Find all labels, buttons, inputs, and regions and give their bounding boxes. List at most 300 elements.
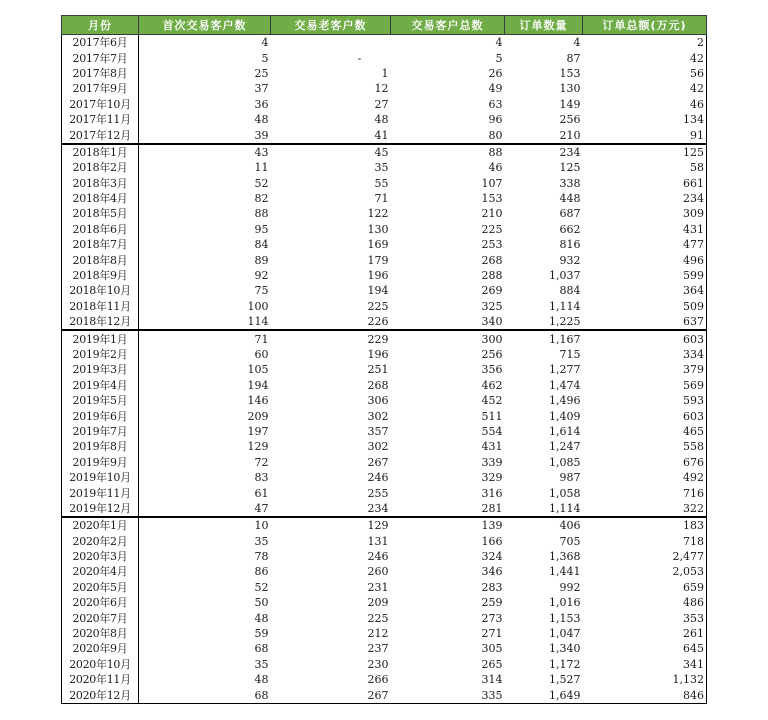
new-customers-cell: 75 <box>254 284 269 298</box>
order-amount-cell: 379 <box>583 362 707 377</box>
new-customers-cell: 48 <box>254 113 269 127</box>
table-row <box>62 206 707 221</box>
new-customers-cell: 48 <box>254 673 269 687</box>
new-customers-cell: 43 <box>139 144 271 160</box>
total-customers-cell: 259 <box>481 596 503 610</box>
order-count-cell: 1,614 <box>549 424 581 438</box>
order-count-cell: 1,172 <box>549 657 581 671</box>
month-cell: 2017年8月 <box>62 66 139 81</box>
order-count-cell: 1,114 <box>549 501 581 515</box>
new-customers-cell: 10 <box>139 517 271 533</box>
returning-customers-cell: 306 <box>367 394 389 408</box>
new-customers-cell: 68 <box>139 687 271 703</box>
order-count-cell: 1,474 <box>549 378 581 392</box>
order-amount-cell: 659 <box>583 580 707 595</box>
order-amount-cell: 322 <box>583 501 707 517</box>
order-count-cell: 210 <box>559 128 581 142</box>
returning-customers-cell: 194 <box>367 284 389 298</box>
new-customers-cell: 39 <box>254 128 269 142</box>
total-customers-cell: 268 <box>481 253 503 267</box>
month-cell: 2017年10月 <box>62 97 139 112</box>
total-customers-cell: 88 <box>391 144 505 160</box>
order-count-cell: 1,527 <box>549 673 581 687</box>
total-customers-cell: 288 <box>481 269 503 283</box>
new-customers-cell: 86 <box>254 565 269 579</box>
total-customers-cell: 316 <box>481 486 503 500</box>
new-customers-cell: 68 <box>254 642 269 656</box>
new-customers-cell: 129 <box>247 440 269 454</box>
table-row <box>62 35 707 51</box>
returning-customers-cell: 71 <box>374 192 389 206</box>
table-row <box>62 97 707 112</box>
table-row <box>62 283 707 298</box>
month-cell: 2020年10月 <box>62 657 139 672</box>
order-count-cell: 1,496 <box>549 394 581 408</box>
header-total-customers: 交易客户总数 <box>391 16 505 35</box>
new-customers-cell: 84 <box>254 238 269 252</box>
returning-customers-cell: 209 <box>367 596 389 610</box>
new-customers-cell: 209 <box>247 409 269 423</box>
month-cell: 2019年4月 <box>62 378 139 393</box>
order-amount-cell: 603 <box>583 408 707 423</box>
table-row <box>62 610 707 625</box>
table-row <box>62 595 707 610</box>
order-amount-cell: 599 <box>583 268 707 283</box>
order-count-cell: 448 <box>559 192 581 206</box>
total-customers-cell: 107 <box>481 176 503 190</box>
table-row <box>62 362 707 377</box>
month-cell: 2017年9月 <box>62 81 139 96</box>
order-count-cell: 1,441 <box>549 565 581 579</box>
order-count-cell: 1,037 <box>549 269 581 283</box>
returning-customers-cell: 225 <box>367 611 389 625</box>
returning-customers-cell: 302 <box>367 440 389 454</box>
table-row <box>62 347 707 362</box>
table-row <box>62 485 707 500</box>
month-cell: 2019年8月 <box>62 439 139 454</box>
month-cell: 2018年12月 <box>62 314 139 330</box>
returning-customers-cell: - <box>357 51 362 65</box>
month-cell: 2019年7月 <box>62 424 139 439</box>
month-cell: 2017年12月 <box>62 127 139 143</box>
new-customers-cell: 37 <box>254 82 269 96</box>
order-count-cell: 987 <box>559 471 581 485</box>
month-cell: 2018年2月 <box>62 160 139 175</box>
total-customers-cell: 554 <box>481 424 503 438</box>
order-count-cell: 1,167 <box>505 330 583 346</box>
month-cell: 2019年5月 <box>62 393 139 408</box>
returning-customers-cell: 196 <box>367 269 389 283</box>
table-row <box>62 549 707 564</box>
new-customers-cell: 11 <box>254 161 269 175</box>
returning-customers-cell: 35 <box>374 161 389 175</box>
returning-customers-cell: 268 <box>367 378 389 392</box>
total-customers-cell: 283 <box>481 580 503 594</box>
table-row <box>62 641 707 656</box>
returning-customers-cell: 225 <box>367 299 389 313</box>
month-cell: 2019年9月 <box>62 455 139 470</box>
returning-customers-cell: 229 <box>271 330 391 346</box>
returning-customers-cell: 357 <box>367 424 389 438</box>
order-count-cell: 1,368 <box>549 550 581 564</box>
table-row <box>62 112 707 127</box>
table-row <box>62 237 707 252</box>
table-row <box>62 534 707 549</box>
returning-customers-cell: 234 <box>367 501 389 515</box>
order-count-cell: 1,047 <box>549 627 581 641</box>
total-customers-cell: 139 <box>391 517 505 533</box>
new-customers-cell: 89 <box>254 253 269 267</box>
order-amount-cell: 134 <box>583 112 707 127</box>
month-cell: 2018年1月 <box>62 144 139 160</box>
returning-customers-cell: 41 <box>374 128 389 142</box>
new-customers-cell: 60 <box>254 348 269 361</box>
returning-customers-cell: 267 <box>271 687 391 703</box>
order-amount-cell: 42 <box>583 50 707 65</box>
total-customers-cell: 511 <box>481 409 503 423</box>
order-count-cell: 87 <box>566 51 581 65</box>
new-customers-cell: 88 <box>254 207 269 221</box>
month-cell: 2019年12月 <box>62 501 139 517</box>
total-customers-cell: 63 <box>488 97 503 111</box>
table-row <box>62 191 707 206</box>
new-customers-cell: 5 <box>261 51 269 65</box>
order-count-cell: 816 <box>559 238 581 252</box>
total-customers-cell: 26 <box>488 66 503 80</box>
returning-customers-cell: 267 <box>367 455 389 469</box>
new-customers-cell: 78 <box>254 550 269 564</box>
order-count-cell: 1,247 <box>549 440 581 454</box>
total-customers-cell: 256 <box>481 348 503 361</box>
order-amount-cell: 496 <box>583 252 707 267</box>
order-count-cell: 1,340 <box>549 642 581 656</box>
table-row <box>62 314 707 330</box>
total-customers-cell: 46 <box>488 161 503 175</box>
new-customers-cell: 72 <box>254 455 269 469</box>
table-row <box>62 252 707 267</box>
table-row <box>62 564 707 579</box>
order-count-cell: 1,225 <box>549 315 581 329</box>
returning-customers-cell: 255 <box>367 486 389 500</box>
order-count-cell: 125 <box>559 161 581 175</box>
table-row <box>62 393 707 408</box>
table-row <box>62 330 707 346</box>
new-customers-cell: 35 <box>254 534 269 548</box>
order-amount-cell: 486 <box>583 595 707 610</box>
order-amount-cell: 309 <box>583 206 707 221</box>
returning-customers-cell: 246 <box>367 550 389 564</box>
order-count-cell: 1,277 <box>549 363 581 377</box>
order-amount-cell: 341 <box>583 657 707 672</box>
table-row <box>62 66 707 81</box>
month-cell: 2018年4月 <box>62 191 139 206</box>
returning-customers-cell: 169 <box>367 238 389 252</box>
total-customers-cell: 269 <box>481 284 503 298</box>
order-amount-cell: 1,132 <box>583 672 707 687</box>
table-row <box>62 378 707 393</box>
order-amount-cell: 183 <box>583 517 707 533</box>
order-amount-cell: 477 <box>583 237 707 252</box>
order-count-cell: 1,153 <box>549 611 581 625</box>
order-count-cell: 1,058 <box>549 486 581 500</box>
returning-customers-cell: 246 <box>367 471 389 485</box>
table-row <box>62 408 707 423</box>
table-row <box>62 144 707 160</box>
order-amount-cell: 431 <box>583 222 707 237</box>
order-amount-cell: 353 <box>583 610 707 625</box>
order-amount-cell: 2 <box>583 35 707 51</box>
order-count-cell: 130 <box>559 82 581 96</box>
month-cell: 2018年6月 <box>62 222 139 237</box>
month-cell: 2018年5月 <box>62 206 139 221</box>
order-count-cell: 1,409 <box>549 409 581 423</box>
returning-customers-cell: 260 <box>367 565 389 579</box>
total-customers-cell: 356 <box>481 363 503 377</box>
table-row <box>62 657 707 672</box>
new-customers-cell: 100 <box>247 299 269 313</box>
order-amount-cell: 58 <box>583 160 707 175</box>
month-cell: 2020年3月 <box>62 549 139 564</box>
returning-customers-cell: 12 <box>374 82 389 96</box>
total-customers-cell: 265 <box>481 657 503 671</box>
table-row <box>62 580 707 595</box>
header-row <box>62 16 707 35</box>
order-amount-cell: 645 <box>583 641 707 656</box>
header-month: 月份 <box>62 16 139 35</box>
new-customers-cell: 114 <box>247 315 269 329</box>
table-row <box>62 672 707 687</box>
total-customers-cell: 300 <box>391 330 505 346</box>
order-count-cell: 256 <box>559 113 581 127</box>
table-row <box>62 424 707 439</box>
month-cell: 2018年11月 <box>62 299 139 314</box>
month-cell: 2019年3月 <box>62 362 139 377</box>
new-customers-cell: 50 <box>254 596 269 610</box>
total-customers-cell: 329 <box>481 471 503 485</box>
order-count-cell: 234 <box>505 144 583 160</box>
total-customers-cell: 96 <box>488 113 503 127</box>
returning-customers-cell: 131 <box>367 534 389 548</box>
returning-customers-cell: 129 <box>271 517 391 533</box>
month-cell: 2019年6月 <box>62 408 139 423</box>
total-customers-cell: 431 <box>481 440 503 454</box>
total-customers-cell: 335 <box>391 687 505 703</box>
returning-customers-cell: 212 <box>367 627 389 641</box>
returning-customers-cell: 231 <box>367 580 389 594</box>
order-count-cell: 932 <box>559 253 581 267</box>
table-row <box>62 160 707 175</box>
returning-customers-cell: 179 <box>367 253 389 267</box>
order-count-cell: 149 <box>559 97 581 111</box>
new-customers-cell: 105 <box>247 363 269 377</box>
order-amount-cell: 558 <box>583 439 707 454</box>
table-row <box>62 81 707 96</box>
order-amount-cell: 718 <box>583 534 707 549</box>
order-count-cell: 338 <box>559 176 581 190</box>
total-customers-cell: 346 <box>481 565 503 579</box>
new-customers-cell: 82 <box>254 192 269 206</box>
new-customers-cell: 52 <box>254 580 269 594</box>
order-amount-cell: 846 <box>583 687 707 703</box>
returning-customers-cell: 266 <box>367 673 389 687</box>
new-customers-cell: 83 <box>254 471 269 485</box>
table-row <box>62 687 707 703</box>
total-customers-cell: 49 <box>488 82 503 96</box>
total-customers-cell: 281 <box>481 501 503 515</box>
month-cell: 2020年2月 <box>62 534 139 549</box>
table-row <box>62 176 707 191</box>
new-customers-cell: 61 <box>254 486 269 500</box>
total-customers-cell: 305 <box>481 642 503 656</box>
order-amount-cell: 56 <box>583 66 707 81</box>
month-cell: 2020年7月 <box>62 610 139 625</box>
month-cell: 2017年11月 <box>62 112 139 127</box>
order-count-cell: 662 <box>559 222 581 236</box>
month-cell: 2019年10月 <box>62 470 139 485</box>
order-count-cell: 992 <box>559 580 581 594</box>
table-row <box>62 268 707 283</box>
new-customers-cell: 59 <box>254 627 269 641</box>
order-amount-cell: 661 <box>583 176 707 191</box>
order-amount-cell: 716 <box>583 485 707 500</box>
month-cell: 2017年6月 <box>62 35 139 51</box>
new-customers-cell: 36 <box>254 97 269 111</box>
new-customers-cell: 197 <box>247 424 269 438</box>
header-new-customers: 首次交易客户数 <box>139 16 271 35</box>
table-row <box>62 470 707 485</box>
new-customers-cell: 52 <box>254 176 269 190</box>
new-customers-cell: 35 <box>254 657 269 671</box>
returning-customers-cell: 302 <box>367 409 389 423</box>
order-amount-cell: 492 <box>583 470 707 485</box>
returning-customers-cell: 130 <box>367 222 389 236</box>
table-row <box>62 222 707 237</box>
table-row <box>62 626 707 641</box>
month-cell: 2020年1月 <box>62 517 139 533</box>
returning-customers-cell: 122 <box>367 207 389 221</box>
total-customers-cell: 271 <box>481 627 503 641</box>
table-row <box>62 299 707 314</box>
order-amount-cell: 334 <box>583 347 707 362</box>
month-cell: 2020年9月 <box>62 641 139 656</box>
table-row <box>62 501 707 517</box>
total-customers-cell: 153 <box>481 192 503 206</box>
order-amount-cell: 603 <box>583 330 707 346</box>
new-customers-cell: 146 <box>247 394 269 408</box>
table-row <box>62 50 707 65</box>
total-customers-cell: 4 <box>495 36 503 50</box>
total-customers-cell: 325 <box>481 299 503 313</box>
total-customers-cell: 273 <box>481 611 503 625</box>
total-customers-cell: 462 <box>481 378 503 392</box>
returning-customers-cell: 237 <box>367 642 389 656</box>
order-count-cell: 1,085 <box>549 455 581 469</box>
new-customers-cell: 194 <box>247 378 269 392</box>
returning-customers-cell: 27 <box>374 97 389 111</box>
month-cell: 2019年1月 <box>62 330 139 346</box>
new-customers-cell: 25 <box>254 66 269 80</box>
month-cell: 2018年8月 <box>62 252 139 267</box>
returning-customers-cell: 45 <box>271 144 391 160</box>
total-customers-cell: 225 <box>481 222 503 236</box>
total-customers-cell: 339 <box>481 455 503 469</box>
new-customers-cell: 48 <box>254 611 269 625</box>
total-customers-cell: 80 <box>488 128 503 142</box>
returning-customers-cell: 226 <box>367 315 389 329</box>
returning-customers-cell: 55 <box>374 176 389 190</box>
returning-customers-cell <box>271 35 391 51</box>
total-customers-cell: 210 <box>481 207 503 221</box>
order-count-cell: 884 <box>559 284 581 298</box>
order-amount-cell: 569 <box>583 378 707 393</box>
order-count-cell: 687 <box>559 207 581 221</box>
total-customers-cell: 452 <box>481 394 503 408</box>
returning-customers-cell: 1 <box>381 66 389 80</box>
order-amount-cell: 234 <box>583 191 707 206</box>
order-count-cell: 406 <box>505 517 583 533</box>
month-cell: 2019年2月 <box>62 347 139 362</box>
order-amount-cell: 46 <box>583 97 707 112</box>
total-customers-cell: 253 <box>481 238 503 252</box>
order-count-cell: 705 <box>559 534 581 548</box>
total-customers-cell: 166 <box>481 534 503 548</box>
order-amount-cell: 2,053 <box>583 564 707 579</box>
returning-customers-cell: 230 <box>367 657 389 671</box>
table-row <box>62 127 707 143</box>
new-customers-cell: 92 <box>254 269 269 283</box>
order-amount-cell: 637 <box>583 314 707 330</box>
total-customers-cell: 314 <box>481 673 503 687</box>
order-count-cell: 1,114 <box>549 299 581 313</box>
header-returning-customers: 交易老客户数 <box>271 16 391 35</box>
order-count-cell: 153 <box>559 66 581 80</box>
new-customers-cell: 71 <box>139 330 271 346</box>
month-cell: 2020年4月 <box>62 564 139 579</box>
month-cell: 2020年5月 <box>62 580 139 595</box>
table-row <box>62 455 707 470</box>
order-count-cell: 1,649 <box>505 687 583 703</box>
month-cell: 2018年7月 <box>62 237 139 252</box>
order-count-cell: 1,016 <box>549 596 581 610</box>
new-customers-cell: 47 <box>254 501 269 515</box>
new-customers-cell: 4 <box>261 36 269 50</box>
month-cell: 2020年8月 <box>62 626 139 641</box>
table-row <box>62 439 707 454</box>
order-amount-cell: 364 <box>583 283 707 298</box>
returning-customers-cell: 48 <box>374 113 389 127</box>
order-count-cell: 4 <box>573 36 581 50</box>
returning-customers-cell: 251 <box>367 363 389 377</box>
month-cell: 2019年11月 <box>62 485 139 500</box>
order-amount-cell: 593 <box>583 393 707 408</box>
total-customers-cell: 5 <box>495 51 503 65</box>
month-cell: 2020年12月 <box>62 687 139 703</box>
order-amount-cell: 465 <box>583 424 707 439</box>
total-customers-cell: 324 <box>481 550 503 564</box>
total-customers-cell: 340 <box>481 315 503 329</box>
order-amount-cell: 676 <box>583 455 707 470</box>
order-amount-cell: 509 <box>583 299 707 314</box>
month-cell: 2017年7月 <box>62 50 139 65</box>
data-table <box>61 15 707 704</box>
month-cell: 2018年9月 <box>62 268 139 283</box>
table-row <box>62 517 707 533</box>
order-amount-cell: 42 <box>583 81 707 96</box>
order-amount-cell: 2,477 <box>583 549 707 564</box>
month-cell: 2020年11月 <box>62 672 139 687</box>
order-amount-cell: 91 <box>583 127 707 143</box>
order-amount-cell: 125 <box>583 144 707 160</box>
